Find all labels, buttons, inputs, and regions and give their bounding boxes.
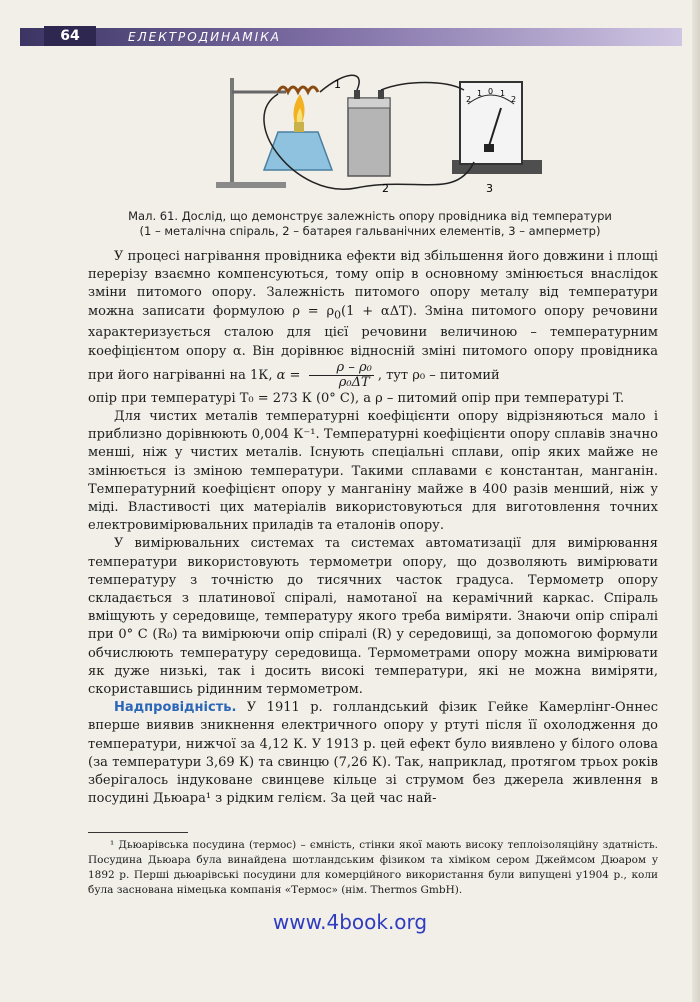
meter-scale-3: 1 — [500, 89, 506, 98]
spirit-lamp — [264, 132, 332, 170]
caption-line-1: Мал. 61. Дослід, що демонструє залежність опору провідника від температури — [128, 209, 612, 223]
page-number: 64 — [44, 26, 96, 46]
meter-scale-4: 2 — [511, 95, 517, 104]
meter-scale-2: 0 — [488, 87, 494, 96]
paragraph-2: Для чистих металів температурні коефіцієнти опору відрізняються мало і приблизно дорівнюють 0,004 К⁻¹. Температурні коефіцієнти опору сплавів значно менші, ніж у чистих металів. Існують спеціальні сплави, опір яких майже не змінюється із зміною температури. Такими сплавами є константан, манганін. Температурний коефіцієнт опору у манганіну майже в 400 разів менший, ніж у міді. Властивості цих матеріалів використовуються для виготовлення точних електровимірювальних приладів та еталонів опору. — [88, 409, 658, 534]
wire-2 — [381, 83, 464, 91]
stand-base — [216, 182, 286, 188]
figure-label-2: 2 — [382, 182, 389, 195]
footnote — [88, 838, 658, 898]
watermark-link[interactable]: www.4book.org — [272, 910, 428, 934]
paragraph-1-end: опір при температурі T₀ = 273 К (0° С), а ρ – питомий опір при температурі T. — [88, 390, 625, 406]
stand-rod — [230, 78, 234, 182]
section-heading-superconductivity: Надпровідність. — [114, 700, 237, 716]
figure-label-1: 1 — [334, 78, 341, 91]
battery — [348, 98, 390, 176]
figure-label-3: 3 — [486, 182, 493, 195]
meter-scale-1: 1 — [477, 89, 483, 98]
footnote-divider — [88, 832, 188, 833]
caption-line-2: (1 – металічна спіраль, 2 – батарея гальванічних елементів, 3 – амперметр) — [139, 224, 601, 238]
figure-caption — [110, 209, 630, 239]
experiment-figure — [216, 60, 546, 202]
page-edge — [692, 0, 700, 1002]
section-title: ЕЛЕКТРОДИНАМІКА — [128, 30, 281, 44]
main-text — [88, 248, 658, 808]
header-band — [20, 28, 682, 46]
meter-scale-0: 2 — [466, 95, 472, 104]
footnote-text: ¹ Дьюарівська посудина (термос) – ємність, стінки якої мають високу теплоізоляційну здатність. Посудина Дьюара була винайдена шотландським фізиком та хіміком сером Джеймсом Дюаром у 1892 р. Перші дьюарівські посудини для комерційного використання були випущені у1904 р., коли була заснована німецька компанія «Термос» (нім. Thermos GmbH). — [88, 839, 658, 896]
formula-fraction: $\frac{\text{ρ – ρ₀}}{\text{ρ₀ΔT}}$ — [309, 361, 374, 390]
formula-alpha: α = $\frac{\text{ρ – ρ₀}}{\text{ρ₀ΔT}}$ , тут ρ₀ – питомий — [276, 359, 500, 390]
paragraph-4: Надпровідність. У 1911 р. голландський фізик Гейке Камерлінг-Оннес вперше виявив зникнення електричного опору у ртуті після її охолодження до температури, нижчої за 4,12 К. У 1913 р. цей ефект було виявлено у білого олова (за температури 3,69 К) та свинцю (7,26 К). Так, наприклад, протягом трьох років зберігалось індуковане свинцеве кільце зі струмом без джерела живлення в посудині Дьюара¹ з рідким гелієм. За цей час най- — [88, 700, 658, 807]
paragraph-1: У процесі нагрівання провідника ефекти від збільшення його довжини і площі перерізу взаємно компенсуються, тому опір в основному змінюється внаслідок зміни питомого опору. Залежність питомого опору металу від температури можна записати формулою $\rho = \rho_0(1 + \alpha\Delta T)$. Зміна питомого опору речовини характеризується сталою для цієї речовини величиною – температурним коефіцієнтом опору α. Він дорівнює відносній зміні питомого опору провідника при його нагріванні на 1К, α = $\frac{\text{ρ – ρ₀}}{\text{ρ₀ΔT}}$ , тут ρ₀ – питомий — [88, 249, 658, 390]
paragraph-3: У вимірювальних системах та системах автоматизації для вимірювання температури використовують термометри опору, що дозволяють вимірювати температуру з точністю до тисячних часток градуса. Термометр опору складається з платинової спіралі, намотаної на керамічний каркас. Спіраль вміщують у середовище, температуру якого треба виміряти. Знаючи опір спіралі при 0° С (R₀) та вимірюючи опір спіралі (R) у середовищі, за допомогою формули обчислюють температуру середовища. Термометрами опору можна вимірювати як дуже низькі, так і досить високі температури, які не можна виміряти, скориставшись рідинним термометром. — [88, 536, 658, 698]
